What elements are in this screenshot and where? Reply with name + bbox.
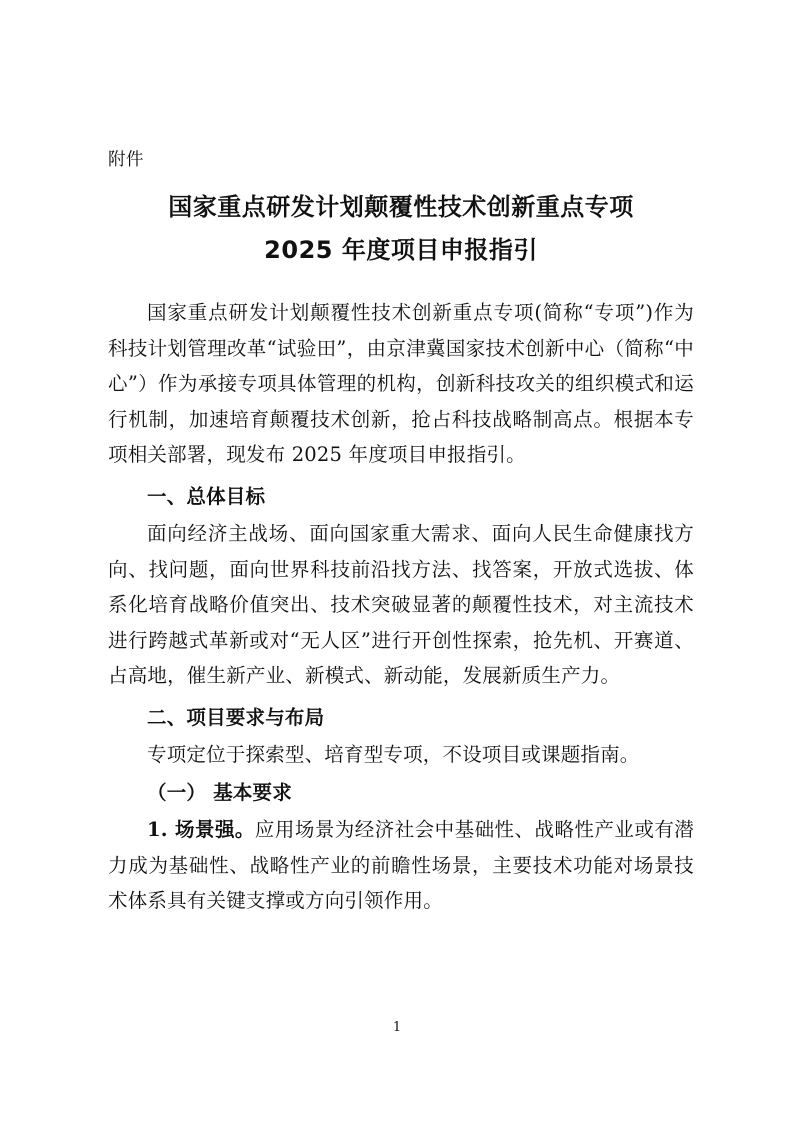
intro-paragraph: 国家重点研发计划颠覆性技术创新重点专项(简称“专项”)作为科技计划管理改革“试验田”，由京津冀国家技术创新中心（简称“中心”）作为承接专项具体管理的机构，创新科技攻关的组织模式和运行机制，加速培育颠覆技术创新，抢占科技战略制高点。根据本专项相关部署，现发布 2025 年度项目申报指引。	[108, 301, 694, 467]
section-1-paragraph-1: 面向经济主战场、面向国家重大需求、面向人民生命健康找方向、找问题，面向世界科技前沿找方法、找答案，开放式选拔、体系化培育战略价值突出、技术突破显著的颠覆性技术，对主流技术进行跨越式革新或对“无人区”进行开创性探索，抢先机、开赛道、占高地，催生新产业、新模式、新动能，发展新质生产力。	[108, 522, 694, 688]
page-title-line-1: 国家重点研发计划颠覆性技术创新重点专项	[168, 193, 634, 221]
section-2-item-1-text: 应用场景为经济社会中基础性、战略性产业或有潜力成为基础性、战略性产业的前瞻性场景，主要技术功能对场景技术体系具有关键支撑或方向引领作用。	[108, 818, 694, 913]
section-heading-1: 一、总体目标	[147, 484, 266, 508]
page-title	[108, 189, 694, 269]
section-heading-2: 二、项目要求与布局	[147, 705, 325, 729]
page-title-line-2: 2025 年度项目申报指引	[264, 236, 538, 265]
section-2-paragraph-1: 专项定位于探索型、培育型专项，不设项目或课题指南。	[147, 743, 640, 767]
attachment-label: 附件	[108, 150, 144, 170]
section-2-item-1-lead: 1. 场景强。	[147, 818, 255, 842]
section-2-item-1	[108, 812, 694, 918]
section-2-subheading-1: （一） 基本要求	[147, 780, 292, 804]
document-body	[108, 295, 694, 918]
page-number: 1	[392, 1020, 402, 1035]
